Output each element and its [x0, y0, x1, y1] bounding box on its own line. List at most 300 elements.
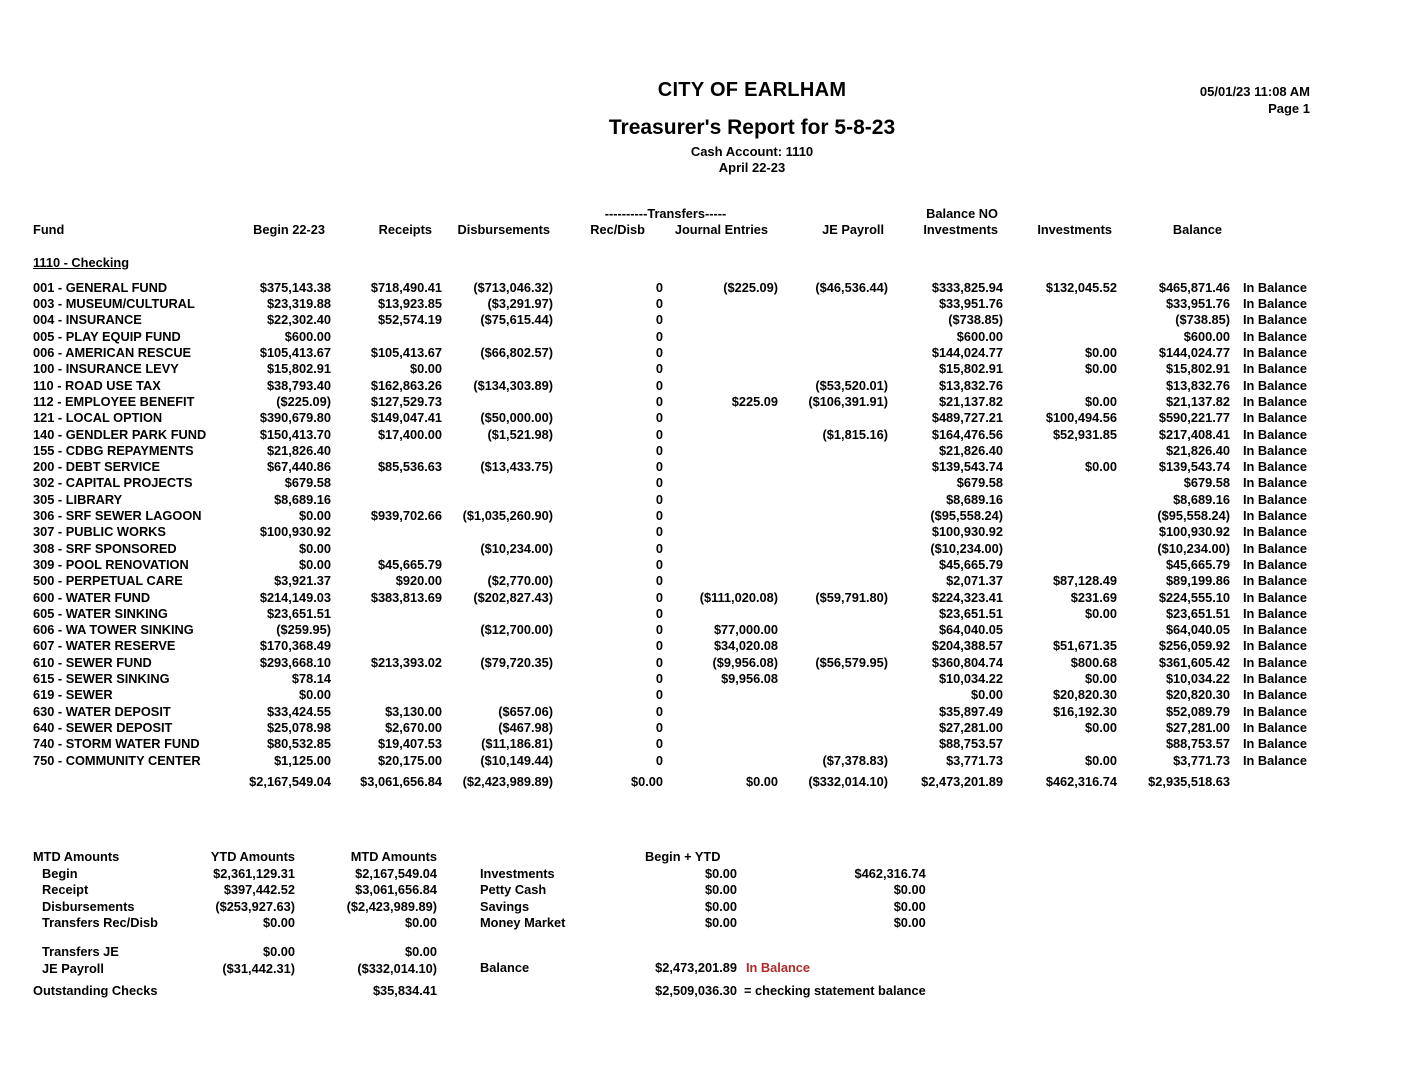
- cell-receipts: [331, 475, 442, 491]
- fund-row: [33, 736, 1320, 752]
- fund-row: [33, 345, 1320, 361]
- fund-row: [33, 590, 1320, 606]
- cell-disbursements: ($1,035,260.90): [462, 508, 553, 524]
- cell-begin: $23,319.88: [266, 296, 331, 312]
- fund-row: [33, 753, 1320, 769]
- cell-balance-no-investments: $21,137.82: [938, 393, 1003, 409]
- cell-disbursements: [442, 524, 553, 540]
- cell-investments: $51,671.35: [1052, 638, 1117, 654]
- cell-status: In Balance: [1243, 687, 1308, 703]
- cell-je-payroll: [778, 687, 888, 703]
- cell-balance: $139,543.74: [1158, 459, 1230, 475]
- cell-je-payroll: [778, 312, 888, 328]
- cell-investments: [1003, 557, 1117, 573]
- cell-rec-disb: 0: [655, 361, 663, 377]
- cell-journal-entries: [663, 573, 778, 589]
- cell-disbursements: ($1,521.98): [487, 426, 553, 442]
- cell-receipts: $213,393.02: [370, 654, 442, 670]
- cell-journal-entries: $77,000.00: [713, 622, 778, 638]
- cell-disbursements: [442, 687, 553, 703]
- cell-rec-disb: 0: [655, 508, 663, 524]
- cell-status: In Balance: [1243, 622, 1308, 638]
- section-title: 1110 - Checking: [33, 254, 130, 270]
- cell-balance-no-investments: $100,930.92: [931, 524, 1003, 540]
- cell-balance: $100,930.92: [1158, 524, 1230, 540]
- cell-rec-disb: 0: [655, 638, 663, 654]
- cell-fund: 005 - PLAY EQUIP FUND: [33, 328, 181, 344]
- fund-row: [33, 378, 1320, 394]
- statement-balance-amount: $2,509,036.30: [655, 983, 737, 999]
- cell-disbursements: [442, 394, 553, 410]
- cell-investments: $0.00: [1084, 605, 1117, 621]
- cell-balance: $600.00: [1183, 328, 1230, 344]
- cell-disbursements: ($66,802.57): [480, 345, 553, 361]
- cell-je-payroll: [778, 443, 888, 459]
- fund-row: [33, 622, 1320, 638]
- cell-journal-entries: [663, 541, 778, 557]
- cell-balance: $256,059.92: [1158, 638, 1230, 654]
- cell-receipts: [331, 671, 442, 687]
- in-balance-status: In Balance: [746, 960, 811, 976]
- cell-balance: $20,820.30: [1165, 687, 1230, 703]
- cell-disbursements: ($13,433.75): [480, 459, 553, 475]
- cell-balance: $3,771.73: [1173, 752, 1230, 768]
- cell-investments: [1003, 329, 1117, 345]
- summary-left-headers: [33, 849, 437, 866]
- summary-row-outstanding-checks: [33, 983, 437, 1000]
- cell-balance: ($95,558.24): [1157, 508, 1230, 524]
- summary-value: $0.00: [262, 915, 295, 931]
- cell-balance: $590,221.77: [1158, 410, 1230, 426]
- cell-status: In Balance: [1243, 459, 1308, 475]
- cell-je-payroll: ($59,791.80): [815, 589, 888, 605]
- cell-investments: [1003, 736, 1117, 752]
- cell-begin: ($259.95): [276, 622, 331, 638]
- cell-investments: [1003, 312, 1117, 328]
- cell-investments: $0.00: [1084, 345, 1117, 361]
- cell-rec-disb: 0: [655, 671, 663, 687]
- cell-investments: $0.00: [1084, 393, 1117, 409]
- cell-rec-disb: 0: [655, 524, 663, 540]
- cell-status: In Balance: [1243, 524, 1308, 540]
- cell-balance: $465,871.46: [1158, 279, 1230, 295]
- cell-balance-no-investments: $600.00: [956, 328, 1003, 344]
- summary-right-table: [480, 849, 926, 1000]
- col-header-balance-no-investments: Investments: [923, 222, 998, 238]
- cell-journal-entries: [663, 475, 778, 491]
- cell-disbursements: ($3,291.97): [487, 296, 553, 312]
- cell-investments: $16,192.30: [1052, 703, 1117, 719]
- cell-begin: $8,689.16: [274, 491, 331, 507]
- report-title: Treasurer's Report for 5-8-23: [608, 116, 896, 139]
- cell-je-payroll: [778, 410, 888, 426]
- fund-row: [33, 394, 1320, 410]
- summary-label: Receipt: [42, 882, 89, 898]
- cell-investments: $20,820.30: [1052, 687, 1117, 703]
- cell-status: In Balance: [1243, 736, 1308, 752]
- cell-balance-no-investments: $8,689.16: [946, 491, 1003, 507]
- fund-row: [33, 606, 1320, 622]
- cell-journal-entries: [663, 329, 778, 345]
- fund-row: [33, 541, 1320, 557]
- cell-fund: 140 - GENDLER PARK FUND: [33, 426, 207, 442]
- cell-rec-disb: 0: [655, 622, 663, 638]
- fund-row: [33, 638, 1320, 654]
- cell-fund: 605 - WATER SINKING: [33, 605, 168, 621]
- fund-row: [33, 410, 1320, 426]
- total-balance: $2,935,518.63: [1148, 773, 1230, 789]
- col-header-disbursements: Disbursements: [457, 222, 550, 238]
- fund-row: [33, 492, 1320, 508]
- cell-receipts: [331, 606, 442, 622]
- col-header-je-payroll: JE Payroll: [822, 222, 884, 238]
- cell-receipts: $939,702.66: [370, 508, 442, 524]
- fund-row: [33, 312, 1320, 328]
- cell-rec-disb: 0: [655, 687, 663, 703]
- summary-value: $3,061,656.84: [355, 882, 437, 898]
- total-balance-no-investments: $2,473,201.89: [921, 773, 1003, 789]
- fund-table-header-line2: [33, 222, 1320, 238]
- cell-receipts: $45,665.79: [377, 556, 442, 572]
- cell-fund: 155 - CDBG REPAYMENTS: [33, 442, 194, 458]
- cell-journal-entries: $225.09: [731, 393, 778, 409]
- cell-fund: 302 - CAPITAL PROJECTS: [33, 475, 193, 491]
- fund-row: [33, 573, 1320, 589]
- cell-status: In Balance: [1243, 312, 1308, 328]
- cell-journal-entries: [663, 704, 778, 720]
- fund-row: [33, 443, 1320, 459]
- cell-investments: [1003, 508, 1117, 524]
- cell-status: In Balance: [1243, 703, 1308, 719]
- cell-disbursements: ($134,303.89): [473, 377, 553, 393]
- cell-disbursements: ($50,000.00): [480, 410, 553, 426]
- cell-status: In Balance: [1243, 442, 1308, 458]
- fund-row: [33, 557, 1320, 573]
- cell-rec-disb: 0: [655, 540, 663, 556]
- summary-header-mtd-2: MTD Amounts: [350, 849, 437, 864]
- cell-journal-entries: [663, 410, 778, 426]
- cell-journal-entries: ($9,956.08): [712, 654, 778, 670]
- cell-receipts: $105,413.67: [370, 345, 442, 361]
- total-begin: $2,167,549.04: [249, 773, 331, 789]
- col-header-balance: Balance: [1172, 222, 1222, 238]
- summary-value: $0.00: [893, 898, 926, 914]
- cell-je-payroll: [778, 720, 888, 736]
- summary-row-disbursements: [33, 899, 437, 916]
- summary-value: ($2,423,989.89): [346, 898, 437, 914]
- fund-table-header-line1: [33, 206, 1320, 222]
- fund-row: [33, 329, 1320, 345]
- cell-journal-entries: [663, 606, 778, 622]
- summary-label: JE Payroll: [42, 960, 104, 976]
- cell-begin: $15,802.91: [266, 361, 331, 377]
- summary-row-transfers-rec-disb: [33, 915, 437, 932]
- cell-rec-disb: 0: [655, 459, 663, 475]
- cell-status: In Balance: [1243, 410, 1308, 426]
- cell-begin: $3,921.37: [274, 573, 331, 589]
- cell-balance-no-investments: $204,388.57: [931, 638, 1003, 654]
- cell-balance: $45,665.79: [1165, 556, 1230, 572]
- cell-status: In Balance: [1243, 719, 1308, 735]
- summary-row-je-payroll: [33, 961, 437, 978]
- cell-investments: $132,045.52: [1045, 279, 1117, 295]
- cell-balance: $361,605.42: [1158, 654, 1230, 670]
- cell-begin: $78.14: [291, 671, 331, 687]
- cell-balance: $217,408.41: [1158, 426, 1230, 442]
- cell-begin: ($225.09): [276, 393, 331, 409]
- cell-balance: $21,137.82: [1165, 393, 1230, 409]
- cell-balance-no-investments: $2,071.37: [946, 573, 1003, 589]
- summary-value: ($31,442.31): [222, 960, 295, 976]
- cell-rec-disb: 0: [655, 442, 663, 458]
- cell-fund: 001 - GENERAL FUND: [33, 279, 168, 295]
- cell-receipts: $20,175.00: [377, 752, 442, 768]
- cell-balance: $23,651.51: [1165, 605, 1230, 621]
- cell-begin: $375,143.38: [259, 279, 331, 295]
- section-row: [33, 255, 1320, 271]
- summary-value: $0.00: [893, 915, 926, 931]
- cell-je-payroll: ($53,520.01): [815, 377, 888, 393]
- cell-balance: $144,024.77: [1158, 345, 1230, 361]
- cell-journal-entries: [663, 296, 778, 312]
- cell-journal-entries: [663, 557, 778, 573]
- print-datetime: 05/01/23 11:08 AM: [1199, 84, 1310, 99]
- cell-disbursements: ($202,827.43): [473, 589, 553, 605]
- cell-receipts: [331, 443, 442, 459]
- cell-begin: $67,440.86: [266, 459, 331, 475]
- cell-receipts: $162,863.26: [370, 377, 442, 393]
- cell-begin: $0.00: [298, 540, 331, 556]
- cell-status: In Balance: [1243, 279, 1308, 295]
- cell-receipts: $17,400.00: [377, 426, 442, 442]
- cell-rec-disb: 0: [655, 719, 663, 735]
- cell-receipts: $149,047.41: [370, 410, 442, 426]
- cell-investments: [1003, 524, 1117, 540]
- cell-balance-no-investments: ($738.85): [948, 312, 1003, 328]
- cell-status: In Balance: [1243, 589, 1308, 605]
- cell-rec-disb: 0: [655, 573, 663, 589]
- col-header-balance-no: Balance NO: [926, 206, 998, 221]
- fund-row: [33, 508, 1320, 524]
- fund-row: [33, 720, 1320, 736]
- cell-investments: [1003, 541, 1117, 557]
- cell-fund: 100 - INSURANCE LEVY: [33, 361, 179, 377]
- summary-label: Petty Cash: [480, 882, 547, 898]
- col-header-receipts: Receipts: [378, 222, 432, 238]
- cell-status: In Balance: [1243, 556, 1308, 572]
- cell-status: In Balance: [1243, 573, 1308, 589]
- cell-balance: $88,753.57: [1165, 736, 1230, 752]
- total-investments: $462,316.74: [1045, 773, 1117, 789]
- cell-fund: 121 - LOCAL OPTION: [33, 410, 163, 426]
- cell-investments: [1003, 443, 1117, 459]
- cell-je-payroll: [778, 329, 888, 345]
- cell-investments: $87,128.49: [1052, 573, 1117, 589]
- summary-label: Outstanding Checks: [33, 983, 158, 999]
- cell-fund: 006 - AMERICAN RESCUE: [33, 345, 192, 361]
- cell-disbursements: ($11,186.81): [481, 736, 553, 752]
- fund-table: [33, 206, 1320, 790]
- cell-balance: ($738.85): [1175, 312, 1230, 328]
- fund-row: [33, 704, 1320, 720]
- summary-label: Disbursements: [42, 898, 135, 914]
- cell-begin: $170,368.49: [259, 638, 331, 654]
- cell-receipts: $3,130.00: [385, 703, 442, 719]
- cell-status: In Balance: [1243, 393, 1308, 409]
- organization-title: CITY OF EARLHAM: [657, 79, 847, 101]
- cell-disbursements: ($10,149.44): [480, 752, 553, 768]
- cell-begin: $150,413.70: [259, 426, 331, 442]
- cell-begin: $105,413.67: [259, 345, 331, 361]
- cell-journal-entries: [663, 378, 778, 394]
- cell-disbursements: ($79,720.35): [480, 654, 553, 670]
- col-header-fund: Fund: [33, 222, 65, 238]
- summary-right-header: [480, 849, 926, 866]
- summary-balance-amount: $2,473,201.89: [655, 960, 737, 976]
- cell-status: In Balance: [1243, 426, 1308, 442]
- cell-status: In Balance: [1243, 361, 1308, 377]
- cell-je-payroll: [778, 296, 888, 312]
- summary-row-transfers-je: [33, 944, 437, 961]
- cell-receipts: $19,407.53: [377, 736, 442, 752]
- cell-begin: $214,149.03: [259, 589, 331, 605]
- cell-disbursements: [442, 638, 553, 654]
- cell-begin: $1,125.00: [274, 752, 331, 768]
- cell-rec-disb: 0: [655, 491, 663, 507]
- cell-receipts: [331, 638, 442, 654]
- cell-rec-disb: 0: [655, 410, 663, 426]
- cell-receipts: $2,670.00: [385, 719, 442, 735]
- summary-row-money-market: [480, 915, 926, 932]
- cell-status: In Balance: [1243, 345, 1308, 361]
- cell-je-payroll: [778, 524, 888, 540]
- cell-balance: $679.58: [1183, 475, 1230, 491]
- cell-je-payroll: [778, 638, 888, 654]
- summary-header-ytd: YTD Amounts: [210, 849, 295, 864]
- cell-je-payroll: [778, 573, 888, 589]
- cell-receipts: $52,574.19: [377, 312, 442, 328]
- cell-status: In Balance: [1243, 508, 1308, 524]
- summary-value: $0.00: [704, 865, 737, 881]
- cell-investments: [1003, 622, 1117, 638]
- cell-disbursements: ($10,234.00): [480, 540, 553, 556]
- cell-balance-no-investments: $679.58: [956, 475, 1003, 491]
- fund-row: [33, 687, 1320, 703]
- cell-fund: 309 - POOL RENOVATION: [33, 556, 189, 572]
- cell-fund: 607 - WATER RESERVE: [33, 638, 176, 654]
- summary-header-begin-ytd: Begin + YTD: [645, 849, 721, 864]
- cell-balance: $33,951.76: [1165, 296, 1230, 312]
- cell-receipts: $383,813.69: [370, 589, 442, 605]
- cell-status: In Balance: [1243, 475, 1308, 491]
- summary-value: $397,442.52: [223, 882, 295, 898]
- cell-begin: $0.00: [298, 508, 331, 524]
- cell-status: In Balance: [1243, 752, 1308, 768]
- cell-balance: $21,826.40: [1165, 442, 1230, 458]
- cell-balance: $15,802.91: [1165, 361, 1230, 377]
- print-meta: [1200, 83, 1310, 117]
- cell-disbursements: [442, 671, 553, 687]
- cell-fund: 110 - ROAD USE TAX: [33, 377, 161, 393]
- summary-value: ($332,014.10): [357, 960, 437, 976]
- summary-label: Investments: [480, 865, 555, 881]
- summary-value: $0.00: [704, 882, 737, 898]
- fund-row: [33, 475, 1320, 491]
- cell-fund: 200 - DEBT SERVICE: [33, 459, 161, 475]
- summary-value: $0.00: [704, 915, 737, 931]
- cell-je-payroll: [778, 361, 888, 377]
- cell-rec-disb: 0: [655, 703, 663, 719]
- cell-fund: 112 - EMPLOYEE BENEFIT: [33, 393, 195, 409]
- cell-je-payroll: [778, 622, 888, 638]
- summary-value: $2,167,549.04: [355, 865, 437, 881]
- cell-receipts: [331, 524, 442, 540]
- summary-value: $2,361,129.31: [213, 865, 295, 881]
- cell-disbursements: ($2,770.00): [487, 573, 553, 589]
- fund-row: [33, 671, 1320, 687]
- cell-receipts: [331, 492, 442, 508]
- col-header-begin: Begin 22-23: [253, 222, 325, 238]
- cell-receipts: $13,923.85: [377, 296, 442, 312]
- cell-receipts: $718,490.41: [370, 279, 442, 295]
- cell-receipts: [331, 541, 442, 557]
- cell-rec-disb: 0: [655, 393, 663, 409]
- summary-row-balance: [480, 960, 926, 977]
- cell-je-payroll: [778, 345, 888, 361]
- cell-disbursements: [442, 443, 553, 459]
- cell-je-payroll: [778, 541, 888, 557]
- cell-balance-no-investments: $10,034.22: [938, 671, 1003, 687]
- cell-disbursements: ($467.98): [498, 719, 553, 735]
- cell-balance: ($10,234.00): [1157, 540, 1230, 556]
- cell-balance: $8,689.16: [1173, 491, 1230, 507]
- cell-fund: 640 - SEWER DEPOSIT: [33, 719, 173, 735]
- summary-row-savings: [480, 899, 926, 916]
- cell-rec-disb: 0: [655, 654, 663, 670]
- cell-investments: $231.69: [1070, 589, 1117, 605]
- total-receipts: $3,061,656.84: [360, 773, 442, 789]
- cell-journal-entries: [663, 687, 778, 703]
- cell-rec-disb: 0: [655, 426, 663, 442]
- cell-begin: $390,679.80: [259, 410, 331, 426]
- period-line: April 22-23: [718, 160, 786, 175]
- cell-je-payroll: [778, 459, 888, 475]
- cell-balance-no-investments: ($95,558.24): [930, 508, 1003, 524]
- cash-account-line: Cash Account: 1110: [690, 144, 814, 159]
- cell-fund: 305 - LIBRARY: [33, 491, 123, 507]
- cell-status: In Balance: [1243, 654, 1308, 670]
- cell-fund: 619 - SEWER: [33, 687, 113, 703]
- cell-balance-no-investments: $21,826.40: [938, 442, 1003, 458]
- cell-receipts: $127,529.73: [370, 393, 442, 409]
- col-header-investments: Investments: [1037, 222, 1112, 238]
- cell-begin: $293,668.10: [259, 654, 331, 670]
- fund-row: [33, 427, 1320, 443]
- summary-left-table: [33, 849, 437, 1000]
- cell-rec-disb: 0: [655, 345, 663, 361]
- cell-balance-no-investments: $15,802.91: [938, 361, 1003, 377]
- fund-row: [33, 524, 1320, 540]
- cell-status: In Balance: [1243, 540, 1308, 556]
- cell-begin: $38,793.40: [266, 377, 331, 393]
- cell-status: In Balance: [1243, 491, 1308, 507]
- cell-disbursements: [442, 557, 553, 573]
- cell-balance-no-investments: $3,771.73: [946, 752, 1003, 768]
- cell-fund: 003 - MUSEUM/CULTURAL: [33, 296, 195, 312]
- cell-journal-entries: [663, 508, 778, 524]
- cell-disbursements: ($657.06): [498, 703, 553, 719]
- summary-label: Transfers Rec/Disb: [42, 915, 158, 931]
